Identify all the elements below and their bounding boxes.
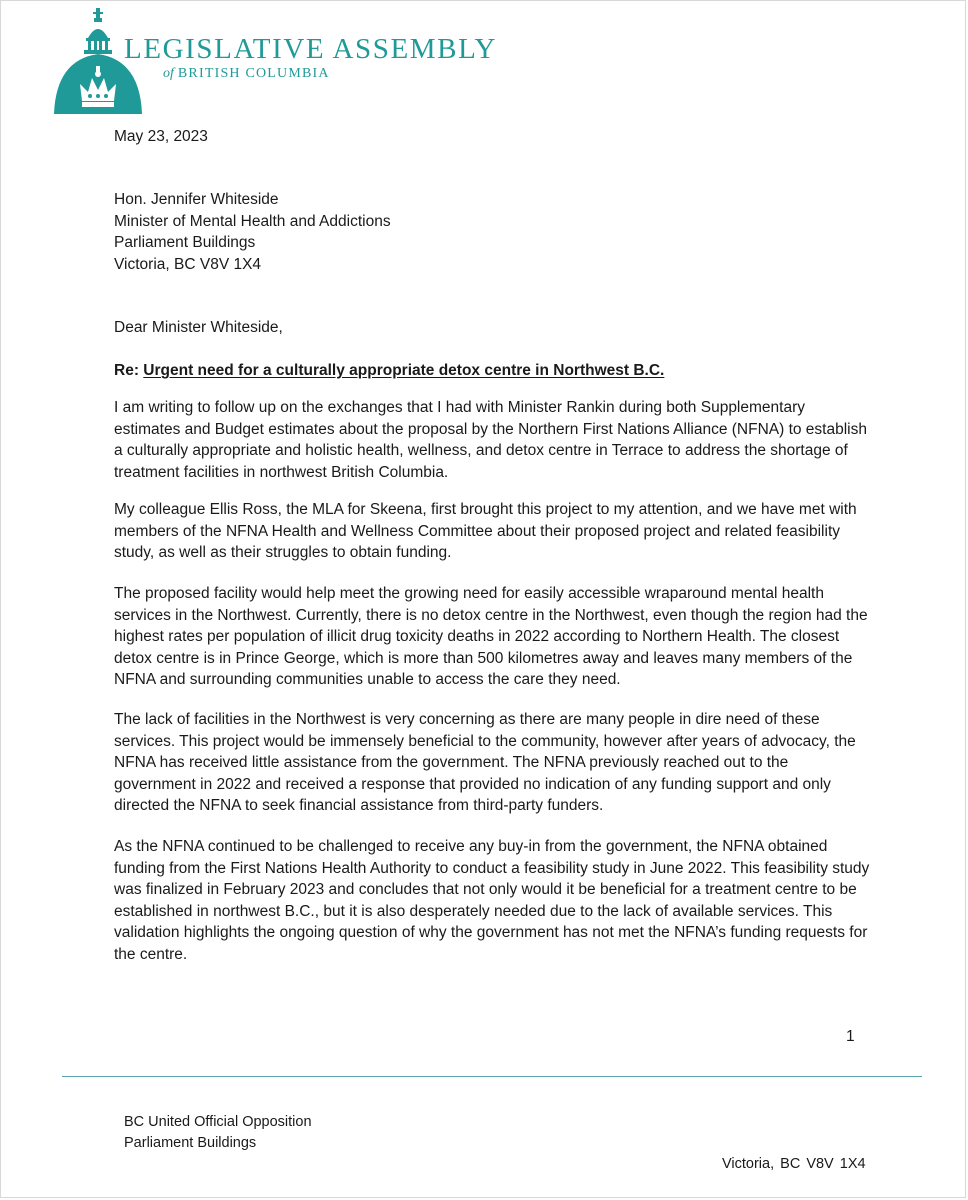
subject-line [114, 360, 664, 382]
letterhead-title: LEGISLATIVE ASSEMBLY [124, 33, 498, 65]
subject-prefix: Re: [114, 362, 139, 379]
letter-date: May 23, 2023 [114, 128, 208, 145]
body-paragraph: As the NFNA continued to be challenged to receive any buy-in from the government, the NFNA obtained funding from the First Nations Health Authority to conduct a feasibility study in June 2022. This feasibility study was finalized in February 2023 and concludes that not only would it be beneficial for a treatment centre to be established in northwest B.C., but it is also desperately needed due to the lack of available services. This validation highlights the ongoing question of why the government has not met the NFNA’s funding requests for the centre. [114, 838, 870, 963]
letterhead-province: BRITISH COLUMBIA [177, 66, 330, 81]
letterhead-subtitle [163, 66, 330, 82]
subject-text: Urgent need for a culturally appropriate detox centre in Northwest B.C. [143, 362, 665, 379]
recipient-name: Hon. Jennifer Whiteside [114, 191, 279, 208]
recipient-address [114, 189, 391, 275]
recipient-title: Minister of Mental Health and Addictions [114, 212, 391, 230]
body-paragraph: The lack of facilities in the Northwest is very concerning as there are many people in dire need of these services. This project would be immensely beneficial to the community, however after years of advocacy, the NFNA has received little assistance from the government. The NFNA previously reached out to the government in 2022 and received a response that provided no indication of any funding support and only directed the NFNA to seek financial assistance from third-party funders. [114, 711, 856, 814]
recipient-city: Victoria, BC V8V 1X4 [114, 255, 262, 273]
body-paragraph: The proposed facility would help meet the growing need for easily accessible wraparound mental health services in the Northwest. Currently, there is no detox centre in the Northwest, even though the region had the highest rates per population of illicit drug toxicity deaths in 2022 according to Northern Health. The closest detox centre is in Prince George, which is more than 500 kilometres away and leaves many members of the NFNA and surrounding communities unable to access the care they need. [114, 585, 868, 688]
footer-org: BC United Official Opposition [124, 1114, 312, 1130]
page-number: 1 [846, 1028, 855, 1045]
body-paragraph: My colleague Ellis Ross, the MLA for Skeena, first brought this project to my attention, and we have met with members of the NFNA Health and Wellness Committee about their proposed project and related feasibility study, as well as their struggles to obtain funding. [114, 501, 857, 561]
footer-divider [62, 1076, 922, 1077]
salutation: Dear Minister Whiteside, [114, 319, 283, 336]
footer-city: Victoria, BC V8V 1X4 [722, 1156, 866, 1172]
footer-address [124, 1112, 312, 1154]
letterhead-of: of [163, 66, 174, 81]
recipient-building: Parliament Buildings [114, 234, 256, 251]
body-paragraph: I am writing to follow up on the exchanges that I had with Minister Rankin during both Supplementary estimates and Budget estimates about the proposal by the Northern First Nations Alliance (NFNA) to establish a culturally appropriate and holistic health, wellness, and detox centre in Terrace to address the shortage of treatment facilities in northwest British Columbia. [114, 399, 867, 481]
footer-building: Parliament Buildings [124, 1135, 257, 1151]
